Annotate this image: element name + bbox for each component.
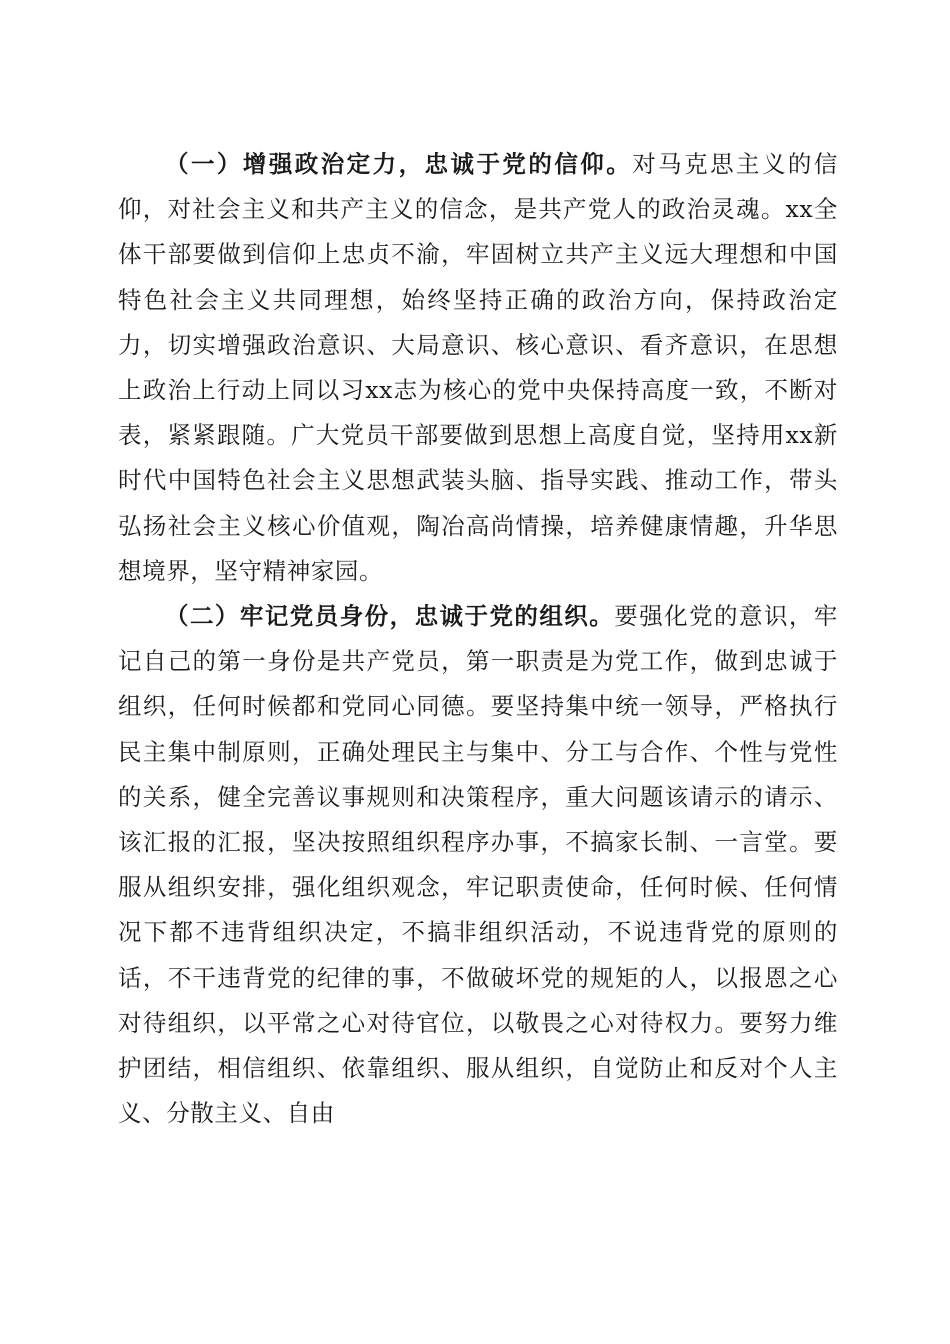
paragraph-1-body: 对马克思主义的信仰，对社会主义和共产主义的信念，是共产党人的政治灵魂。xx全体干部要做到信仰上忠贞不渝，牢固树立共产主义远大理想和中国特色社会主义共同理想，始终坚持正确的政治方向，保持政治定力，切实增强政治意识、大局意识、核心意识、看齐意识，在思想上政治上行动上同以习xx志为核心的党中央保持高度一致，不断对表，紧紧跟随。广大党员干部要做到思想上高度自觉，坚持用xx新时代中国特色社会主义思想武装头脑、指导实践、推动工作，带头弘扬社会主义核心价值观，陶冶高尚情操，培养健康情趣，升华思想境界，坚守精神家园。: [118, 150, 838, 585]
document-body: [118, 142, 838, 1136]
paragraph-2-body: 要强化党的意识，牢记自己的第一身份是共产党员，第一职责是为党工作，做到忠诚于组织，任何时候都和党同心同德。要坚持集中统一领导，严格执行民主集中制原则，正确处理民主与集中、分工与合作、个性与党性的关系，健全完善议事规则和决策程序，重大问题该请示的请示、该汇报的汇报，坚决按照组织程序办事，不搞家长制、一言堂。要服从组织安排，强化组织观念，牢记职责使命，任何时候、任何情况下都不违背组织决定，不搞非组织活动，不说违背党的原则的话，不干违背党的纪律的事，不做破坏党的规矩的人，以报恩之心对待组织，以平常之心对待官位，以敬畏之心对待权力。要努力维护团结，相信组织、依靠组织、服从组织，自觉防止和反对个人主义、分散主义、自由: [118, 602, 838, 1128]
paragraph-1-heading: （一）增强政治定力，忠诚于党的信仰。: [165, 150, 633, 178]
paragraph-2: [118, 594, 838, 1136]
paragraph-1: [118, 142, 838, 594]
paragraph-2-heading: （二）牢记党员身份，忠诚于党的组织。: [165, 602, 615, 631]
